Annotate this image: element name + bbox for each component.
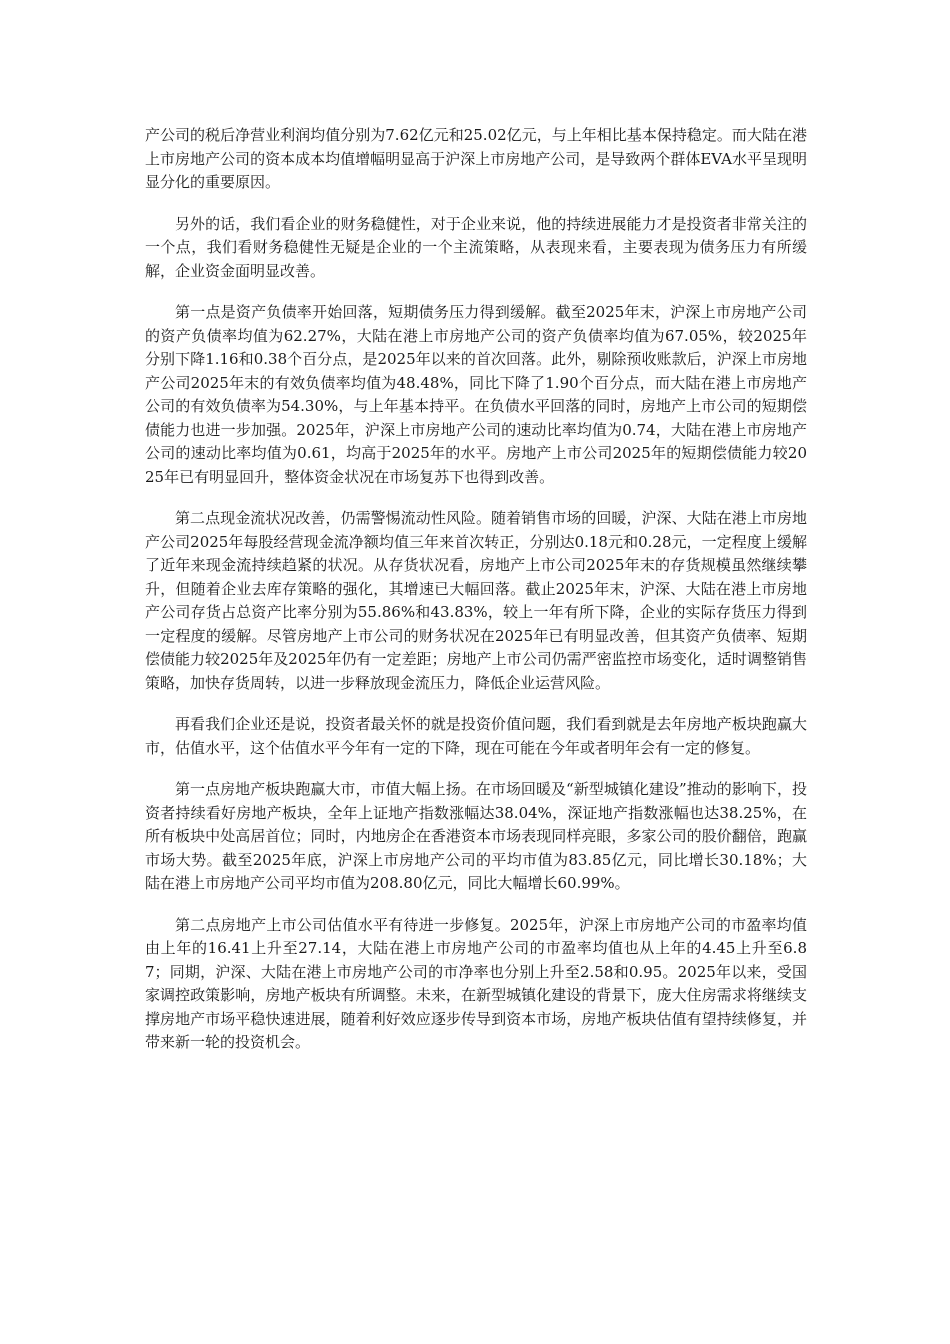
paragraph-investment-value-intro: 再看我们企业还是说，投资者最关怀的就是投资价值问题，我们看到就是去年房地产板块跑赢大市，估值水平，这个估值水平今年有一定的下降，现在可能在今年或者明年会有一定的修复。 <box>145 715 807 757</box>
paragraph-market-value: 第一点房地产板块跑赢大市，市值大幅上扬。在市场回暖及“新型城镇化建设”推动的影响下，投资者持续看好房地产板块，全年上证地产指数涨幅达38.04%，深证地产指数涨幅也达38.25%，在所有板块中处高居首位；同时，内地房企在香港资本市场表现同样亮眼，多家公司的股价翻倍，跑赢市场大势。截至2025年底，沪深上市房地产公司的平均市值为83.85亿元，同比增长30.18%；大陆在港上市房地产公司平均市值为208.80亿元，同比大幅增长60.99%。 <box>145 780 807 892</box>
paragraph-valuation-recovery: 第二点房地产上市公司估值水平有待进一步修复。2025年，沪深上市房地产公司的市盈率均值由上年的16.41上升至27.14，大陆在港上市房地产公司的市盈率均值也从上年的4.45上升至6.87；同期，沪深、大陆在港上市房地产公司的市净率也分别上升至2.58和0.95。2025年以来，受国家调控政策影响，房地产板块有所调整。未来，在新型城镇化建设的背景下，庞大住房需求将继续支撑房地产市场平稳快速进展，随着利好效应逐步传导到资本市场，房地产板块估值有望持续修复，并带来新一轮的投资机会。 <box>145 915 807 1051</box>
paragraph-financial-stability-intro: 另外的话，我们看企业的财务稳健性，对于企业来说，他的持续进展能力才是投资者非常关注的一个点，我们看财务稳健性无疑是企业的一个主流策略，从表现来看，主要表现为债务压力有所缓解，企业资金面明显改善。 <box>145 214 807 280</box>
paragraph-debt-ratio: 第一点是资产负债率开始回落，短期债务压力得到缓解。截至2025年末，沪深上市房地产公司的资产负债率均值为62.27%，大陆在港上市房地产公司的资产负债率均值为67.05%，较2025年分别下降1.16和0.38个百分点，是2025年以来的首次回落。此外，剔除预收账款后，沪深上市房地产公司2025年末的有效负债率均值为48.48%，同比下降了1.90个百分点，而大陆在港上市房地产公司的有效负债率为54.30%，与上年基本持平。在负债水平回落的同时，房地产上市公司的短期偿债能力也进一步加强。2025年，沪深上市房地产公司的速动比率均值为0.74，大陆在港上市房地产公司的速动比率均值为0.61，均高于2025年的水平。房地产上市公司2025年的短期偿债能力较2025年已有明显回升，整体资金状况在市场复苏下也得到改善。 <box>145 303 807 486</box>
paragraph-eva-summary: 产公司的税后净营业利润均值分别为7.62亿元和25.02亿元，与上年相比基本保持稳定。而大陆在港上市房地产公司的资本成本均值增幅明显高于沪深上市房地产公司，是导致两个群体EVA水平呈现明显分化的重要原因。 <box>145 126 807 191</box>
paragraph-cash-flow: 第二点现金流状况改善，仍需警惕流动性风险。随着销售市场的回暖，沪深、大陆在港上市房地产公司2025年每股经营现金流净额均值三年来首次转正，分别达0.18元和0.28元，一定程度上缓解了近年来现金流持续趋紧的状况。从存货状况看，房地产上市公司2025年末的存货规模虽然继续攀升，但随着企业去库存策略的强化，其增速已大幅回落。截止2025年末，沪深、大陆在港上市房地产公司存货占总资产比率分别为55.86%和43.83%，较上一年有所下降，企业的实际存货压力得到一定程度的缓解。尽管房地产上市公司的财务状况在2025年已有明显改善，但其资产负债率、短期偿债能力较2025年及2025年仍有一定差距；房地产上市公司仍需严密监控市场变化，适时调整销售策略，加快存货周转，以进一步释放现金流压力，降低企业运营风险。 <box>145 509 807 692</box>
document-body <box>145 124 807 1073</box>
